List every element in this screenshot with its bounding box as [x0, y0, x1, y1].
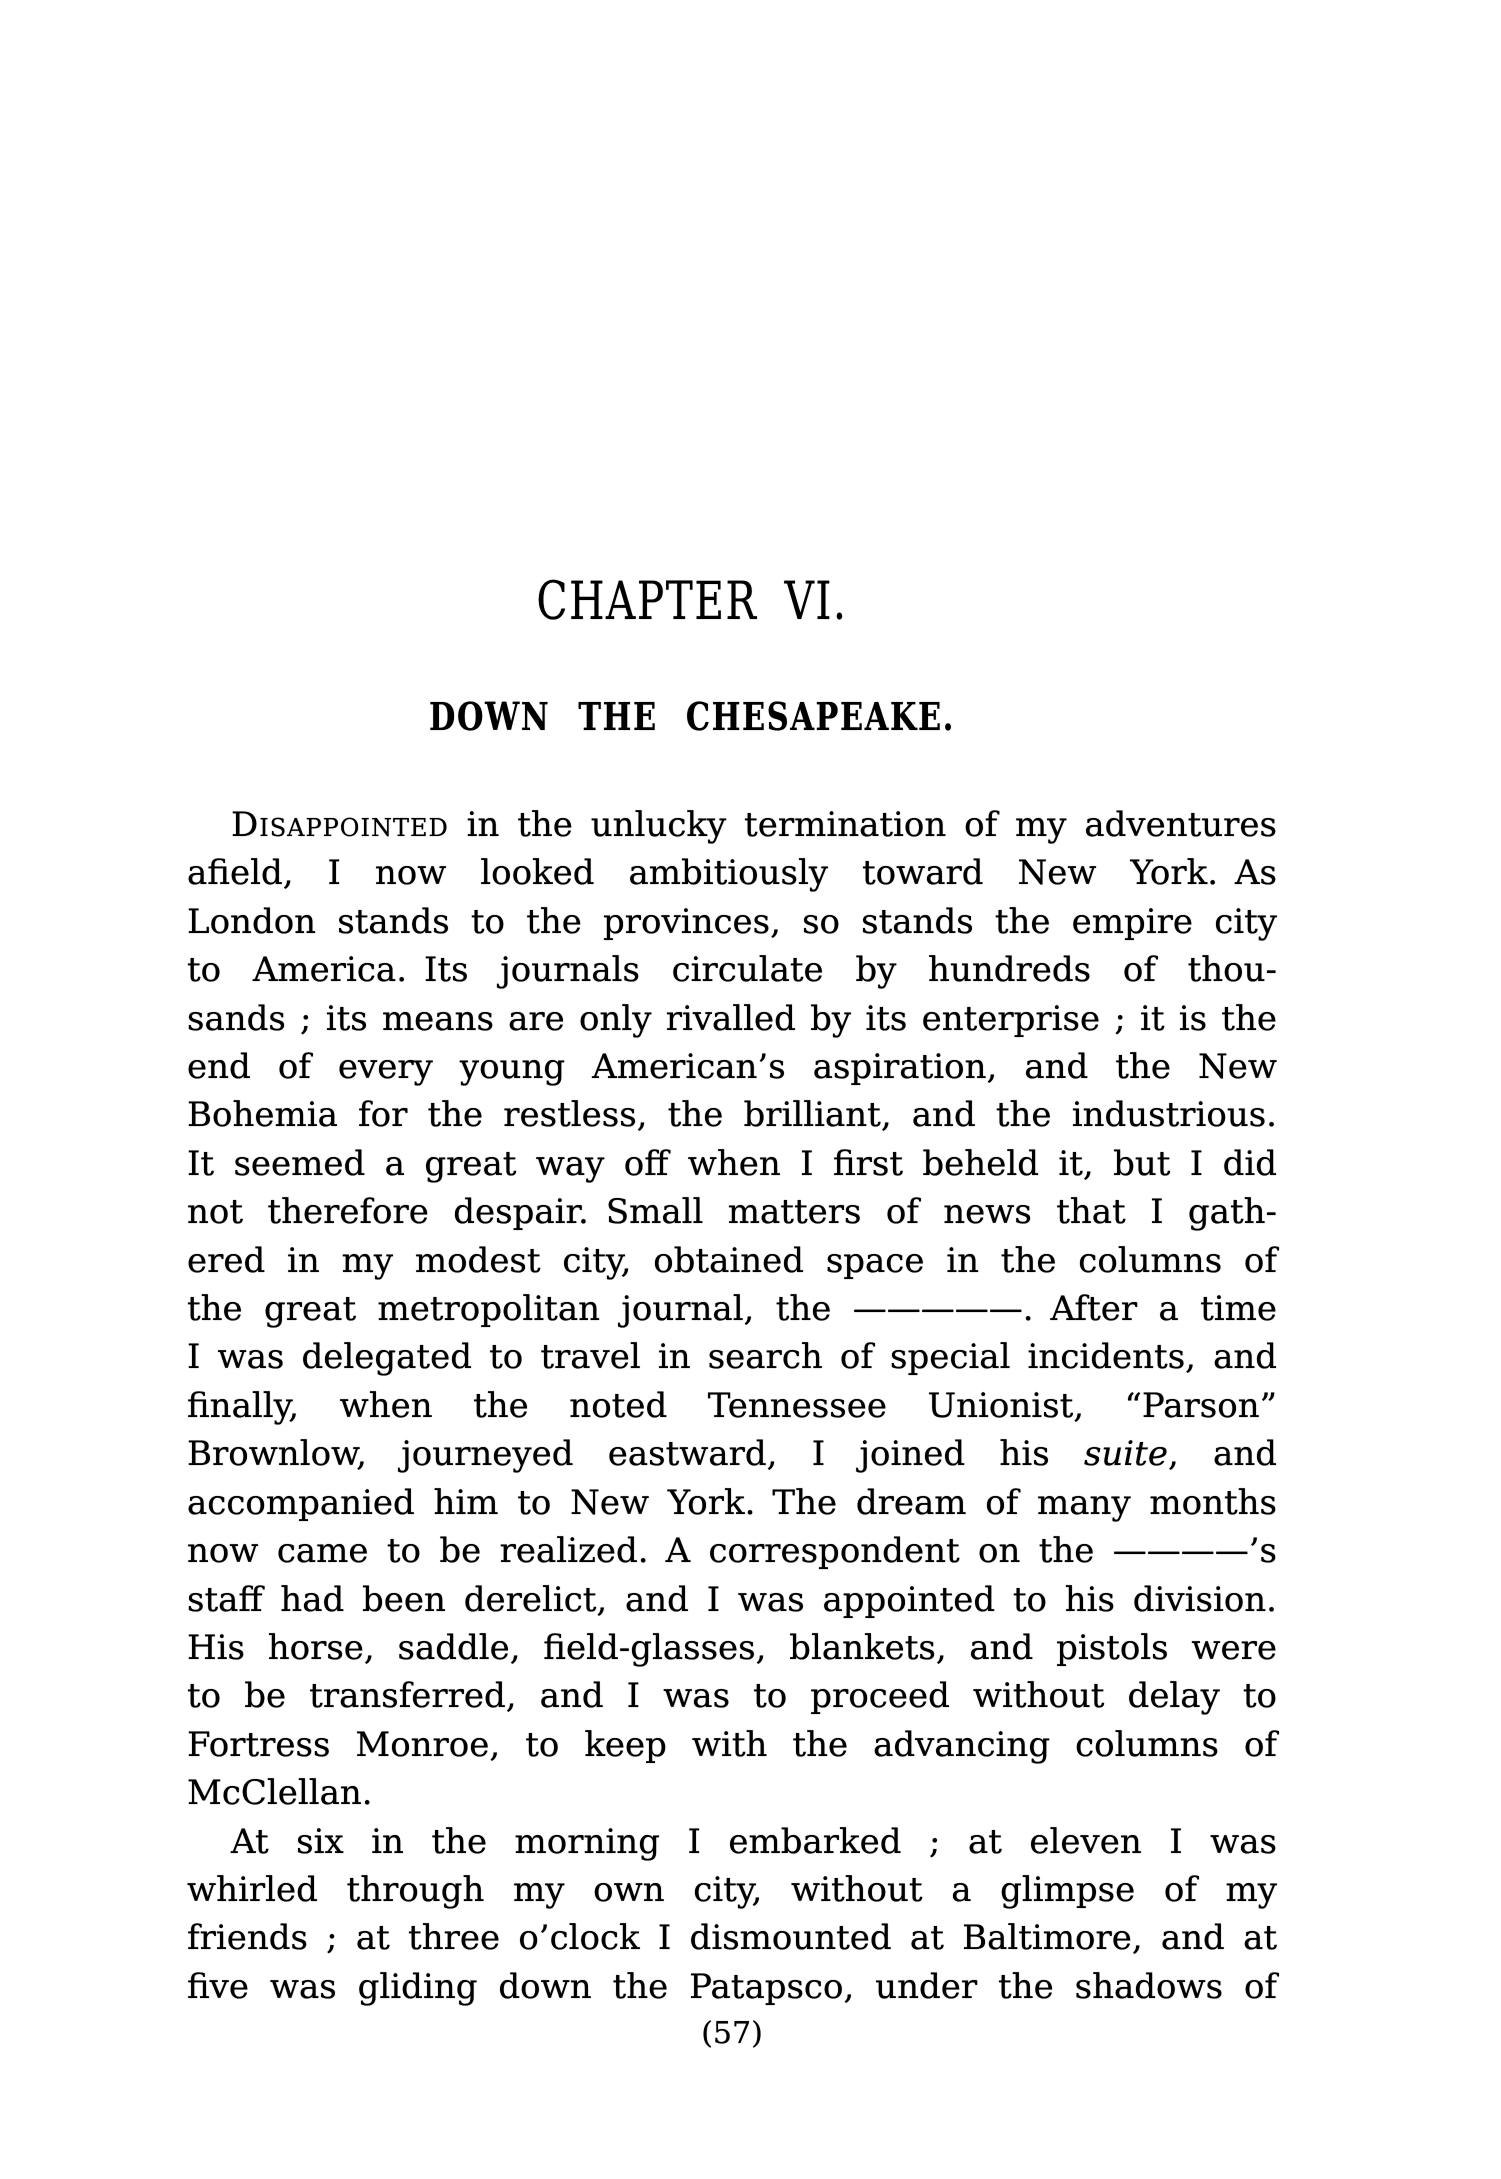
text-line	[187, 1576, 1277, 1624]
text-segment: At six in the morning I embarked ; at eleven I was	[231, 1821, 1277, 1862]
text-line	[187, 1188, 1277, 1236]
text-line	[187, 1043, 1277, 1091]
text-line	[187, 1624, 1277, 1672]
text-line	[187, 1527, 1277, 1575]
text-segment: staff had been derelict, and I was appointed to his division.	[187, 1579, 1277, 1620]
text-segment: the great metropolitan journal, the —————. After a time	[187, 1289, 1277, 1330]
text-segment: Fortress Monroe, to keep with the advancing columns of	[187, 1724, 1277, 1765]
section-heading: DOWN THE CHESAPEAKE.	[429, 694, 955, 739]
text-segment: whirled through my own city, without a glimpse of my	[187, 1869, 1277, 1910]
text-line	[187, 1285, 1277, 1333]
text-line	[187, 1866, 1277, 1914]
text-segment: now came to be realized. A correspondent on the ————’s	[187, 1531, 1277, 1572]
text-line	[187, 801, 1277, 849]
text-line	[187, 1818, 1277, 1866]
text-line	[187, 1963, 1277, 2011]
text-segment: , and	[1167, 1434, 1277, 1475]
text-segment: not therefore despair. Small matters of news that I gath-	[187, 1192, 1277, 1233]
text-line	[187, 898, 1277, 946]
text-line	[187, 1382, 1277, 1430]
text-segment: McClellan.	[187, 1773, 373, 1814]
text-line	[187, 1430, 1277, 1478]
text-line	[187, 849, 1277, 897]
text-segment: Brownlow, journeyed eastward, I joined his	[187, 1434, 1084, 1475]
text-segment: to be transferred, and I was to proceed without delay to	[187, 1676, 1277, 1717]
text-line	[187, 1091, 1277, 1139]
text-segment: It seemed a great way off when I first beheld it, but I did	[187, 1143, 1277, 1184]
text-line	[187, 1769, 1277, 1817]
text-segment: I was delegated to travel in search of special incidents, and	[187, 1337, 1277, 1378]
text-segment: sands ; its means are only rivalled by its enterprise ; it is the	[187, 998, 1277, 1039]
text-segment: five was gliding down the Patapsco, under the shadows of	[187, 1966, 1277, 2007]
text-line	[187, 995, 1277, 1043]
text-segment: ered in my modest city, obtained space in the columns of	[187, 1240, 1277, 1281]
text-segment: friends ; at three o’clock I dismounted at Baltimore, and at	[187, 1918, 1277, 1959]
text-segment: London stands to the provinces, so stands the empire city	[187, 901, 1277, 942]
text-line	[187, 1479, 1277, 1527]
chapter-heading: CHAPTER VI.	[536, 572, 848, 632]
text-segment: afield, I now looked ambitiously toward New York. As	[187, 853, 1277, 894]
text-segment: to America. Its journals circulate by hundreds of thou-	[187, 950, 1277, 991]
text-line	[187, 1914, 1277, 1962]
text-segment: Bohemia for the restless, the brilliant, and the industrious.	[187, 1095, 1277, 1136]
text-segment: His horse, saddle, field-glasses, blankets, and pistols were	[187, 1627, 1277, 1668]
text-line	[187, 1333, 1277, 1381]
text-line	[187, 1721, 1277, 1769]
text-segment: accompanied him to New York. The dream of many months	[187, 1482, 1277, 1523]
text-segment: end of every young American’s aspiration, and the New	[187, 1047, 1277, 1088]
text-line	[187, 1140, 1277, 1188]
text-segment: Disappointed	[231, 805, 449, 845]
body-text	[187, 801, 1277, 2011]
text-segment: in the unlucky termination of my adventures	[448, 805, 1277, 845]
text-line	[187, 1672, 1277, 1720]
text-line	[187, 946, 1277, 994]
page-number: (57)	[701, 2016, 763, 2051]
text-segment: finally, when the noted Tennessee Unionist, “Parson”	[187, 1385, 1277, 1426]
text-line	[187, 1237, 1277, 1285]
text-segment: suite	[1083, 1434, 1168, 1475]
